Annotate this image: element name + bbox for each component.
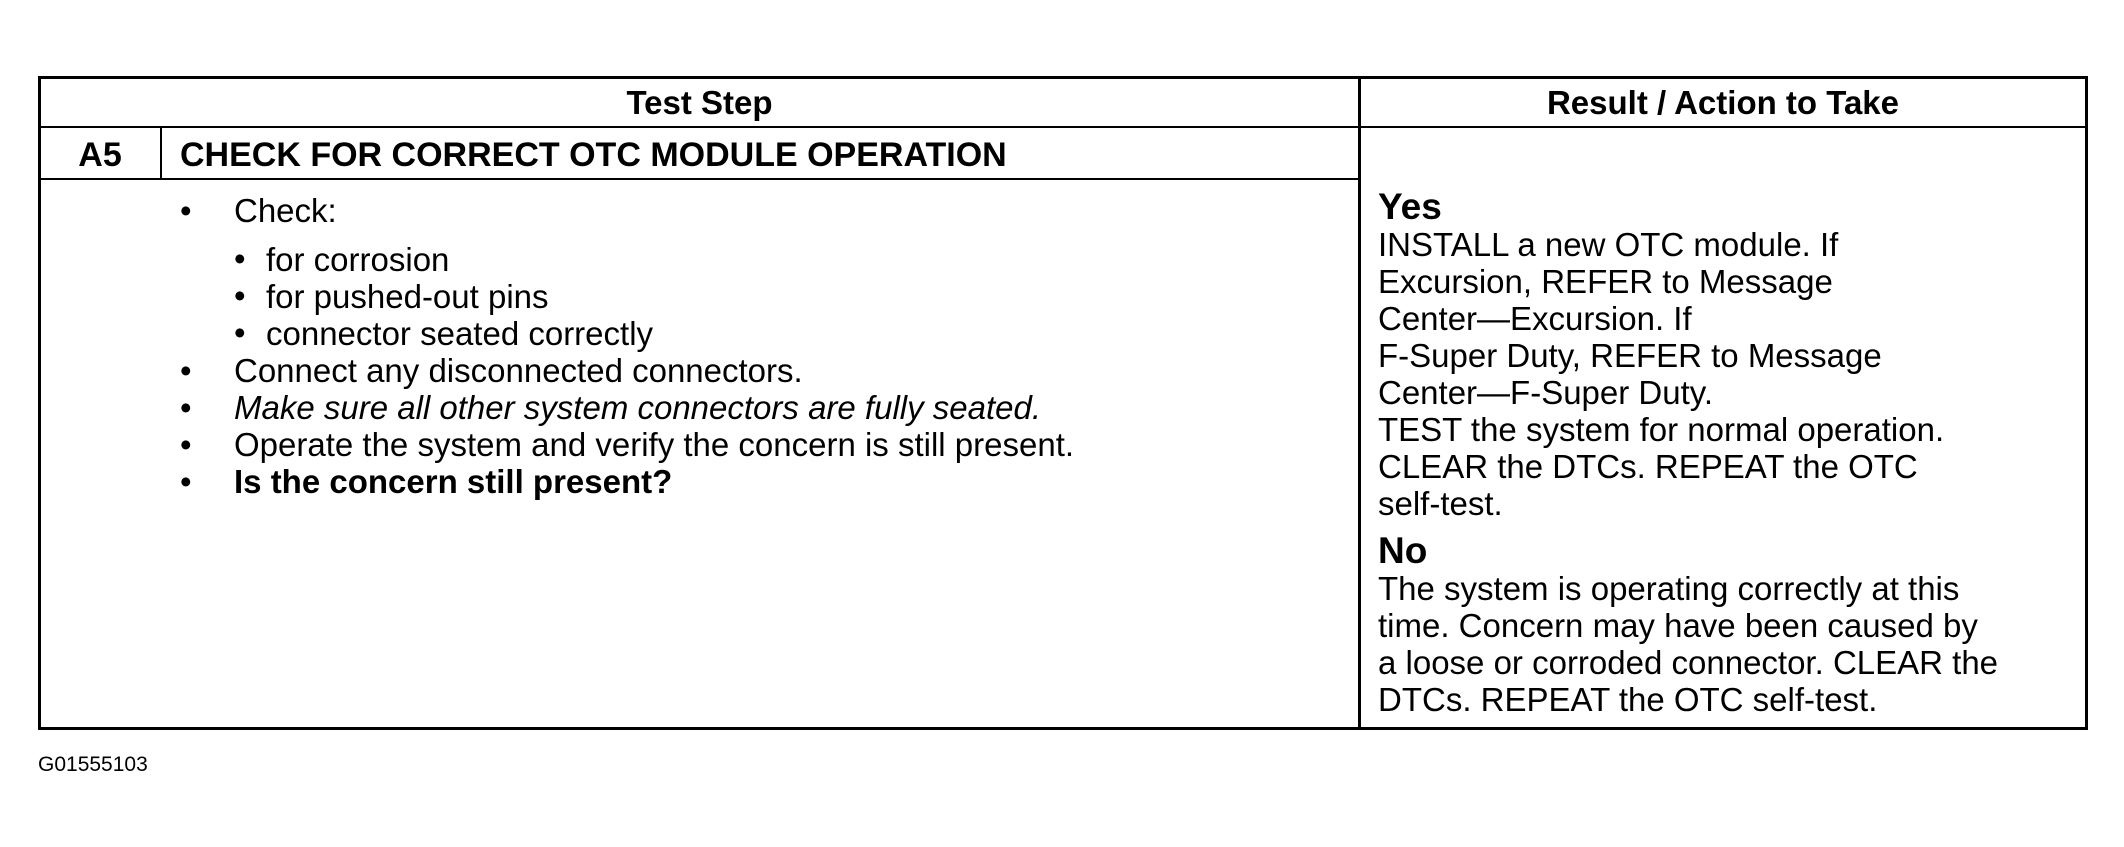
step-id-cell-divider bbox=[160, 126, 162, 180]
yes-line: Center—F-Super Duty. bbox=[1378, 374, 1713, 411]
check-sub-item: • for corrosion bbox=[234, 240, 450, 278]
step-title: CHECK FOR CORRECT OTC MODULE OPERATION bbox=[180, 136, 1007, 174]
bullet-icon: • bbox=[180, 389, 192, 426]
table-border-left bbox=[38, 76, 41, 730]
instruction-bullet: • Make sure all other system connectors are fully seated. bbox=[180, 389, 1042, 426]
yes-line: INSTALL a new OTC module. If bbox=[1378, 226, 1839, 263]
instruction-bullet: • Operate the system and verify the concern is still present. bbox=[180, 426, 1075, 463]
bullet-icon: • bbox=[180, 352, 192, 389]
check-bullet bbox=[172, 192, 1074, 229]
sub-bullet-icon: • bbox=[234, 240, 246, 277]
no-heading: No bbox=[1378, 530, 1428, 571]
check-sub-item: • for pushed-out pins bbox=[234, 277, 549, 315]
check-sub-item: • connector seated correctly bbox=[234, 314, 654, 352]
bullet-icon: • bbox=[180, 426, 192, 463]
no-line: time. Concern may have been caused by bbox=[1378, 607, 1978, 644]
figure-code: G01555103 bbox=[38, 753, 148, 776]
yes-line: Center—Excursion. If bbox=[1378, 300, 1692, 337]
yes-line: CLEAR the DTCs. REPEAT the OTC bbox=[1378, 448, 1918, 485]
no-line: DTCs. REPEAT the OTC self-test. bbox=[1378, 681, 1878, 718]
result-actions bbox=[1378, 188, 2088, 718]
table-border-top bbox=[38, 76, 2088, 79]
yes-line: Excursion, REFER to Message bbox=[1378, 263, 1833, 300]
question-bullet: • Is the concern still present? bbox=[180, 463, 673, 500]
test-step-instructions bbox=[172, 192, 1074, 500]
header-row-divider bbox=[38, 126, 2088, 128]
yes-line: self-test. bbox=[1378, 485, 1503, 522]
step-title-row-divider bbox=[38, 178, 1360, 180]
no-result bbox=[1378, 532, 2088, 718]
yes-result bbox=[1378, 188, 2088, 522]
check-label: Check: bbox=[234, 192, 337, 229]
instruction-bullet: • Connect any disconnected connectors. bbox=[180, 352, 803, 389]
yes-line: TEST the system for normal operation. bbox=[1378, 411, 1945, 448]
no-line: The system is operating correctly at this bbox=[1378, 570, 1960, 607]
bullet-icon: • bbox=[180, 192, 192, 229]
no-line: a loose or corroded connector. CLEAR the bbox=[1378, 644, 1999, 681]
sub-bullet-icon: • bbox=[234, 277, 246, 314]
yes-heading: Yes bbox=[1378, 186, 1442, 227]
step-id: A5 bbox=[78, 136, 122, 174]
header-result-action: Result / Action to Take bbox=[1546, 84, 1900, 121]
bullet-icon: • bbox=[180, 463, 192, 500]
sub-bullet-icon: • bbox=[234, 314, 246, 351]
yes-line: F-Super Duty, REFER to Message bbox=[1378, 337, 1882, 374]
table-border-bottom bbox=[38, 727, 2088, 730]
check-sub-list bbox=[172, 241, 1074, 352]
header-test-step: Test Step bbox=[626, 84, 773, 121]
column-divider bbox=[1358, 76, 1361, 730]
